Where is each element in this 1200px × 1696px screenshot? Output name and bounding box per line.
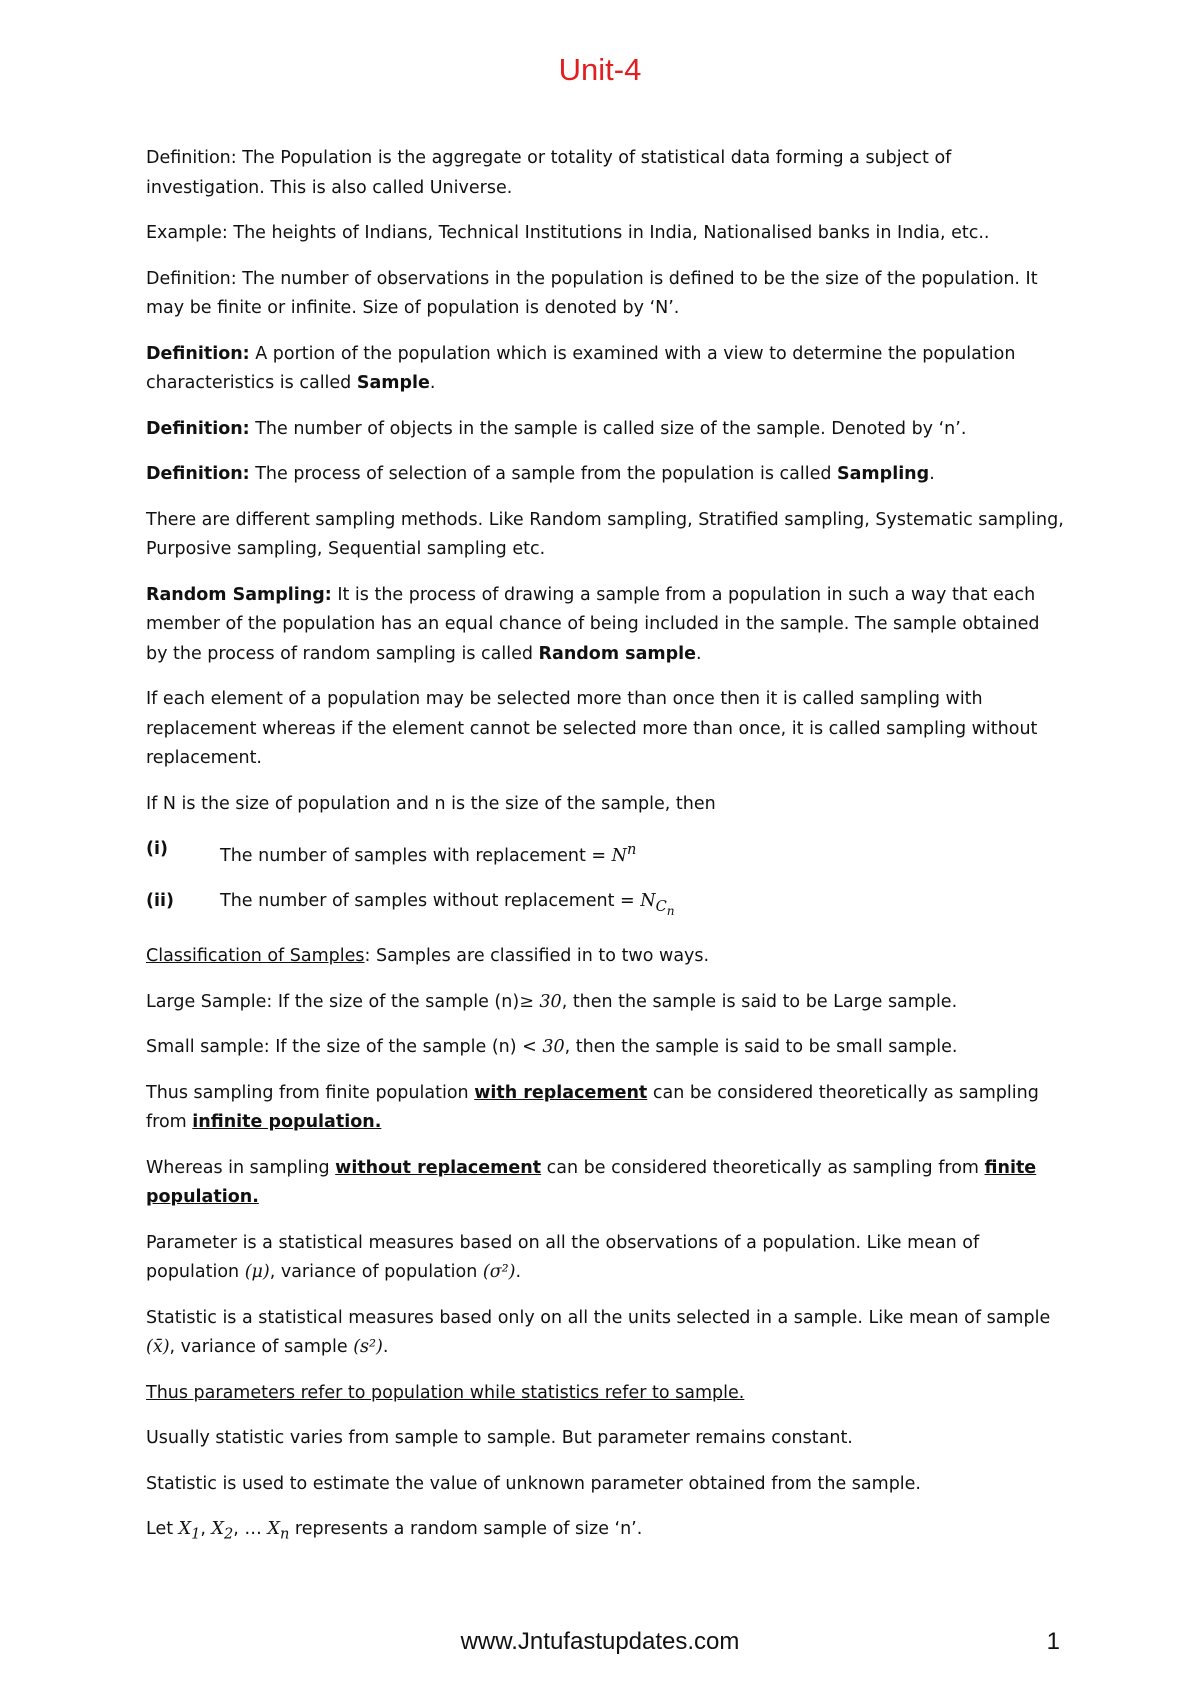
math-xn [267,1519,290,1543]
math-s-squared: (s²) [353,1337,383,1358]
paragraph-statistic-varies: Usually statistic varies from sample to sample. But parameter remains constant. [146,1428,853,1449]
page-number: 1 [1046,1628,1060,1655]
paragraph-text: can be considered theoretically as sampling from [541,1157,985,1178]
paragraph-text: . [515,1262,522,1283]
list-item-without-replacement [146,887,1066,926]
math-expression [640,891,675,918]
definition-text: The process of selection of a sample from the population is called [249,464,838,484]
paragraph-text: Whereas in sampling [146,1157,336,1178]
paragraph-text: , variance of sample [169,1337,354,1358]
paragraph-population-sample-size: If N is the size of population and n is the size of the sample, then [146,793,716,814]
paragraph-sampling-methods: There are different sampling methods. Like Random sampling, Stratified sampling, Systematic sampling, Purposive sampling, Sequential sampling etc. [146,509,1064,559]
paragraph-text: Statistic is a statistical measures based only on all the units selected in a sample. Like mean of sample [146,1307,1051,1328]
paragraph-text: Parameter is a statistical measures based on all the observations of a population. Like mean of population [146,1232,980,1283]
definition-label: Definition: [146,343,250,364]
paragraph-population-definition: Definition: The Population is the aggregate or totality of statistical data forming a subject of investigation. This is also called Universe. [146,148,952,198]
large-sample-symbol: ≥ 30 [519,991,562,1012]
emphasis-term: infinite population. [192,1112,382,1133]
math-x1 [178,1519,201,1543]
definition-text: A portion of the population which is examined with a view to determine the population characteristics is called [146,343,1016,393]
paragraph-without-replacement [146,1154,1066,1213]
definition-text: The number of objects in the sample is called size of the sample. Denoted by ‘n’. [249,418,967,439]
paragraph-sampling-definition [146,460,1066,490]
page-title: Unit-4 [558,52,642,87]
document-body [146,144,1066,1565]
definition-term: Sample [356,373,430,393]
paragraph-statistic-estimate: Statistic is used to estimate the value of unknown parameter obtained from the sample. [146,1473,921,1494]
footer-url: www.Jntufastupdates.com [460,1628,740,1655]
paragraph-statistic [146,1304,1066,1363]
large-sample-text-end: , then the sample is said to be Large sample. [561,991,958,1012]
paragraph-classification [146,942,1066,972]
paragraph-sample-definition [146,340,1066,399]
small-sample-text: Small sample: If the size of the sample (n) < [146,1037,543,1058]
paragraph-small-sample [146,1033,1066,1063]
definition-label: Random Sampling: [146,584,332,605]
definition-term: Random sample [538,643,697,664]
paragraph-with-replacement [146,1079,1066,1138]
math-sub: n [279,1525,290,1543]
math-sub: 1 [191,1525,201,1543]
definition-term: Sampling [837,464,930,484]
paragraph-parameters-vs-statistics: Thus parameters refer to population while statistics refer to sample. [146,1382,745,1403]
paragraph-text: can be considered theoretically as sampling from [146,1082,1039,1133]
paragraph-population-example: Example: The heights of Indians, Technical Institutions in India, Nationalised banks in India, etc.. [146,223,990,243]
definition-end: . [429,373,436,393]
list-text-content: The number of samples with replacement = [220,845,612,866]
definition-end: . [929,464,935,484]
definition-end: . [696,643,702,664]
large-sample-text: Large Sample: If the size of the sample (n) [146,991,520,1012]
list-text-content: The number of samples without replacement = [220,891,641,912]
emphasis-term: without replacement [335,1157,542,1178]
paragraph-text: Let [146,1519,179,1540]
math-sep: , [200,1519,212,1540]
math-sub [655,897,675,918]
paragraph-replacement: If each element of a population may be selected more than once then it is called sampling with replacement whereas if the element cannot be selected more than once, it is called sampling without replacement. [146,689,1038,768]
list-number: (i) [146,839,168,859]
definition-text: It is the process of drawing a sample from a population in such a way that each member of the population has an equal chance of being included in the sample. The sample obtained by the process of random sampling is called [146,584,1040,664]
math-sigma-squared: (σ²) [482,1262,516,1283]
classification-text: : Samples are classified in to two ways. [364,946,710,967]
definition-label: Definition: [146,464,250,484]
paragraph-random-sampling [146,581,1066,670]
math-subsub: n [666,903,675,918]
math-sep: , … [233,1519,268,1540]
paragraph-parameter [146,1229,1066,1288]
math-sup: n [626,841,637,858]
list-text [220,887,675,926]
paragraph-population-size: Definition: The number of observations in the population is defined to be the size of the population. It may be finite or infinite. Size of population is denoted by ‘N’. [146,268,1038,318]
math-x2 [211,1519,234,1543]
list-number: (ii) [146,891,174,912]
math-x: X [211,1519,224,1540]
definition-label: Definition: [146,418,250,439]
paragraph-random-sample-notation [146,1515,1066,1549]
math-sub-letter: C [655,897,667,915]
math-mu: (μ) [244,1262,270,1283]
math-x-bar: (x̄) [146,1337,170,1358]
math-base: N [611,845,627,866]
paragraph-text: . [382,1337,389,1358]
emphasis-term: with replacement [474,1082,648,1103]
small-sample-text-end: , then the sample is said to be small sample. [564,1037,958,1058]
list-text [220,835,636,871]
math-expression [611,841,637,866]
list-item-with-replacement [146,835,1066,871]
paragraph-text: , variance of population [269,1262,483,1283]
math-x: X [267,1519,280,1540]
classification-heading: Classification of Samples [146,946,365,967]
emphasis-term: finite population. [146,1157,1037,1208]
math-sub: 2 [224,1525,234,1543]
small-sample-symbol: 30 [542,1037,565,1058]
math-x: X [178,1519,192,1540]
paragraph-text: represents a random sample of size ‘n’. [289,1519,643,1540]
math-base: N [640,891,656,912]
paragraph-large-sample [146,988,1066,1018]
paragraph-sample-size [146,415,1066,445]
paragraph-text: Thus sampling from finite population [146,1082,475,1103]
